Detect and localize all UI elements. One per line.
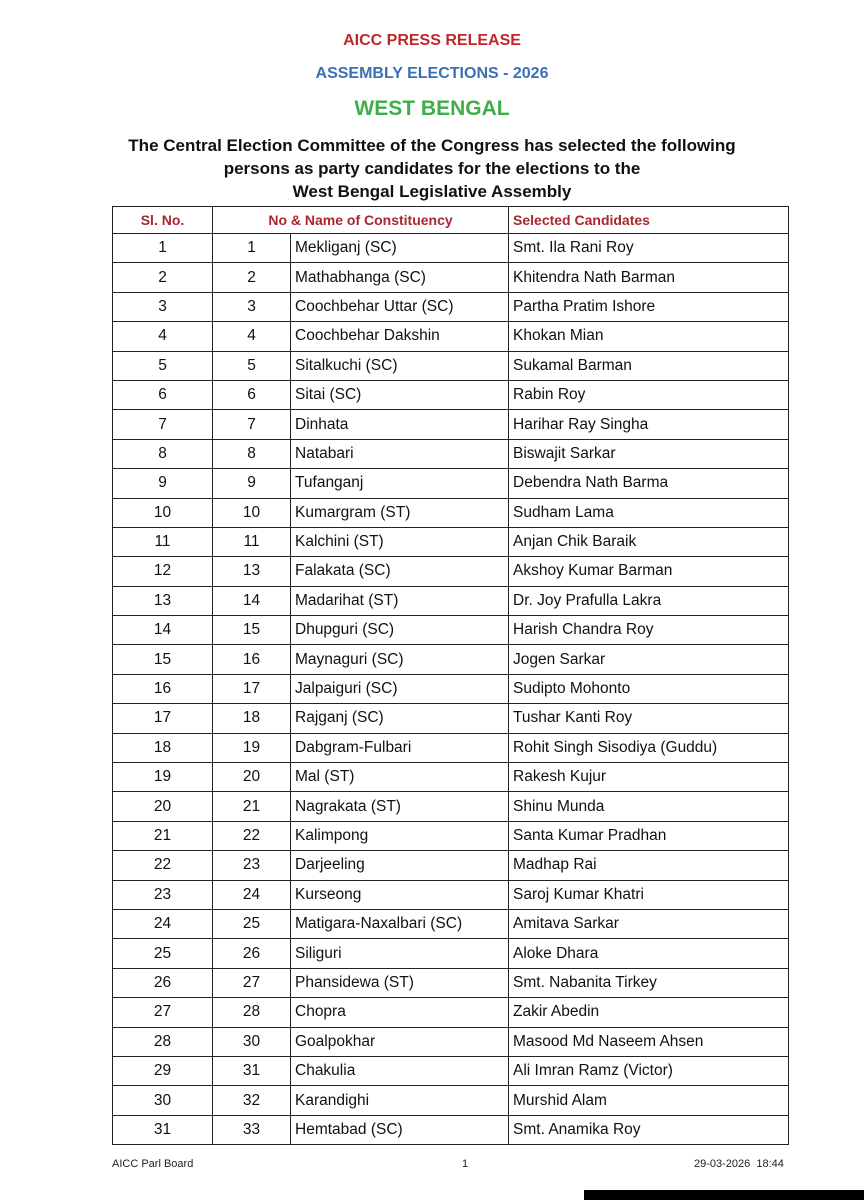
constituency-name-cell: Goalpokhar (291, 1027, 509, 1056)
constituency-number-cell: 11 (213, 527, 291, 556)
sl-no-cell: 29 (113, 1056, 213, 1085)
sl-no-cell: 11 (113, 527, 213, 556)
constituency-number-cell: 33 (213, 1115, 291, 1144)
footer-page-number: 1 (462, 1158, 469, 1170)
constituency-name-cell: Chakulia (291, 1056, 509, 1085)
table-row (113, 1027, 789, 1056)
constituency-name-cell: Madarihat (ST) (291, 586, 509, 615)
constituency-number-cell: 20 (213, 763, 291, 792)
sl-no-cell: 30 (113, 1086, 213, 1115)
header-sl-no: Sl. No. (113, 207, 213, 234)
candidate-name-cell: Smt. Anamika Roy (509, 1115, 789, 1144)
header-constituency: No & Name of Constituency (213, 207, 509, 234)
constituency-name-cell: Mal (ST) (291, 763, 509, 792)
candidate-name-cell: Madhap Rai (509, 851, 789, 880)
sl-no-cell: 9 (113, 469, 213, 498)
constituency-name-cell: Matigara-Naxalbari (SC) (291, 909, 509, 938)
table-row (113, 380, 789, 409)
table-row (113, 527, 789, 556)
table-row (113, 968, 789, 997)
candidate-name-cell: Saroj Kumar Khatri (509, 880, 789, 909)
candidate-name-cell: Amitava Sarkar (509, 909, 789, 938)
constituency-number-cell: 19 (213, 733, 291, 762)
footer-datetime: 29-03-2026 18:44 (694, 1158, 784, 1170)
constituency-number-cell: 28 (213, 998, 291, 1027)
candidate-name-cell: Ali Imran Ramz (Victor) (509, 1056, 789, 1085)
constituency-number-cell: 8 (213, 439, 291, 468)
constituency-name-cell: Kalchini (ST) (291, 527, 509, 556)
constituency-number-cell: 32 (213, 1086, 291, 1115)
table-row (113, 292, 789, 321)
sl-no-cell: 5 (113, 351, 213, 380)
constituency-name-cell: Hemtabad (SC) (291, 1115, 509, 1144)
constituency-number-cell: 6 (213, 380, 291, 409)
constituency-number-cell: 16 (213, 645, 291, 674)
sl-no-cell: 27 (113, 998, 213, 1027)
black-bar (584, 1190, 864, 1200)
table-row (113, 939, 789, 968)
constituency-name-cell: Falakata (SC) (291, 557, 509, 586)
table-row (113, 439, 789, 468)
sl-no-cell: 31 (113, 1115, 213, 1144)
sl-no-cell: 26 (113, 968, 213, 997)
sl-no-cell: 13 (113, 586, 213, 615)
sl-no-cell: 2 (113, 263, 213, 292)
candidate-name-cell: Zakir Abedin (509, 998, 789, 1027)
table-row (113, 998, 789, 1027)
constituency-number-cell: 5 (213, 351, 291, 380)
sl-no-cell: 28 (113, 1027, 213, 1056)
sl-no-cell: 1 (113, 234, 213, 263)
constituency-number-cell: 31 (213, 1056, 291, 1085)
constituency-name-cell: Dhupguri (SC) (291, 616, 509, 645)
table-header-row (113, 207, 789, 234)
candidate-name-cell: Dr. Joy Prafulla Lakra (509, 586, 789, 615)
table-row (113, 1115, 789, 1144)
constituency-number-cell: 23 (213, 851, 291, 880)
sl-no-cell: 24 (113, 909, 213, 938)
constituency-name-cell: Mathabhanga (SC) (291, 263, 509, 292)
footer-board: AICC Parl Board (112, 1158, 194, 1170)
constituency-name-cell: Karandighi (291, 1086, 509, 1115)
constituency-name-cell: Chopra (291, 998, 509, 1027)
candidate-name-cell: Smt. Nabanita Tirkey (509, 968, 789, 997)
table-row (113, 821, 789, 850)
candidate-name-cell: Harihar Ray Singha (509, 410, 789, 439)
table-row (113, 322, 789, 351)
intro-paragraph (60, 134, 804, 203)
constituency-number-cell: 17 (213, 674, 291, 703)
constituency-number-cell: 25 (213, 909, 291, 938)
constituency-number-cell: 14 (213, 586, 291, 615)
constituency-number-cell: 9 (213, 469, 291, 498)
table-row (113, 351, 789, 380)
table-row (113, 645, 789, 674)
table-body (113, 234, 789, 1145)
sl-no-cell: 19 (113, 763, 213, 792)
sl-no-cell: 22 (113, 851, 213, 880)
candidate-name-cell: Aloke Dhara (509, 939, 789, 968)
constituency-number-cell: 4 (213, 322, 291, 351)
constituency-number-cell: 24 (213, 880, 291, 909)
constituency-name-cell: Jalpaiguri (SC) (291, 674, 509, 703)
table-row (113, 674, 789, 703)
candidate-name-cell: Shinu Munda (509, 792, 789, 821)
table-row (113, 763, 789, 792)
candidate-name-cell: Sudham Lama (509, 498, 789, 527)
constituency-number-cell: 18 (213, 704, 291, 733)
constituency-number-cell: 7 (213, 410, 291, 439)
constituency-number-cell: 26 (213, 939, 291, 968)
table-row (113, 616, 789, 645)
constituency-number-cell: 1 (213, 234, 291, 263)
candidate-name-cell: Harish Chandra Roy (509, 616, 789, 645)
constituency-name-cell: Coochbehar Uttar (SC) (291, 292, 509, 321)
candidate-name-cell: Khokan Mian (509, 322, 789, 351)
table-row (113, 880, 789, 909)
constituency-name-cell: Natabari (291, 439, 509, 468)
constituency-name-cell: Dinhata (291, 410, 509, 439)
constituency-name-cell: Phansidewa (ST) (291, 968, 509, 997)
constituency-name-cell: Rajganj (SC) (291, 704, 509, 733)
candidate-name-cell: Partha Pratim Ishore (509, 292, 789, 321)
candidate-name-cell: Sukamal Barman (509, 351, 789, 380)
candidate-name-cell: Biswajit Sarkar (509, 439, 789, 468)
sl-no-cell: 7 (113, 410, 213, 439)
constituency-number-cell: 22 (213, 821, 291, 850)
table-row (113, 851, 789, 880)
table-row (113, 410, 789, 439)
candidate-name-cell: Santa Kumar Pradhan (509, 821, 789, 850)
sl-no-cell: 18 (113, 733, 213, 762)
sl-no-cell: 10 (113, 498, 213, 527)
table-row (113, 909, 789, 938)
press-release-title: AICC PRESS RELEASE (343, 32, 521, 49)
constituency-name-cell: Kurseong (291, 880, 509, 909)
candidate-name-cell: Sudipto Mohonto (509, 674, 789, 703)
table-row (113, 704, 789, 733)
header-candidate: Selected Candidates (509, 207, 789, 234)
table-row (113, 586, 789, 615)
sl-no-cell: 15 (113, 645, 213, 674)
intro-line-2: persons as party candidates for the elections to the (223, 159, 641, 178)
candidate-name-cell: Masood Md Naseem Ahsen (509, 1027, 789, 1056)
candidate-name-cell: Rakesh Kujur (509, 763, 789, 792)
candidate-name-cell: Jogen Sarkar (509, 645, 789, 674)
table-row (113, 557, 789, 586)
candidate-name-cell: Rabin Roy (509, 380, 789, 409)
constituency-name-cell: Nagrakata (ST) (291, 792, 509, 821)
constituency-name-cell: Dabgram-Fulbari (291, 733, 509, 762)
candidates-table (112, 206, 789, 1145)
constituency-name-cell: Kalimpong (291, 821, 509, 850)
election-title: ASSEMBLY ELECTIONS - 2026 (315, 65, 549, 82)
candidate-name-cell: Anjan Chik Baraik (509, 527, 789, 556)
sl-no-cell: 3 (113, 292, 213, 321)
constituency-number-cell: 30 (213, 1027, 291, 1056)
constituency-name-cell: Tufanganj (291, 469, 509, 498)
constituency-number-cell: 13 (213, 557, 291, 586)
table-row (113, 469, 789, 498)
constituency-name-cell: Maynaguri (SC) (291, 645, 509, 674)
constituency-name-cell: Darjeeling (291, 851, 509, 880)
sl-no-cell: 17 (113, 704, 213, 733)
constituency-name-cell: Coochbehar Dakshin (291, 322, 509, 351)
table-row (113, 498, 789, 527)
constituency-number-cell: 15 (213, 616, 291, 645)
constituency-name-cell: Kumargram (ST) (291, 498, 509, 527)
table-row (113, 792, 789, 821)
table-row (113, 263, 789, 292)
state-title: WEST BENGAL (354, 97, 510, 120)
constituency-name-cell: Sitalkuchi (SC) (291, 351, 509, 380)
constituency-number-cell: 21 (213, 792, 291, 821)
constituency-number-cell: 2 (213, 263, 291, 292)
sl-no-cell: 6 (113, 380, 213, 409)
sl-no-cell: 21 (113, 821, 213, 850)
intro-line-1: The Central Election Committee of the Congress has selected the following (128, 136, 736, 155)
candidate-name-cell: Debendra Nath Barma (509, 469, 789, 498)
constituency-name-cell: Mekliganj (SC) (291, 234, 509, 263)
constituency-name-cell: Sitai (SC) (291, 380, 509, 409)
sl-no-cell: 23 (113, 880, 213, 909)
candidate-name-cell: Murshid Alam (509, 1086, 789, 1115)
table-row (113, 1056, 789, 1085)
table-row (113, 234, 789, 263)
sl-no-cell: 20 (113, 792, 213, 821)
sl-no-cell: 14 (113, 616, 213, 645)
candidate-name-cell: Rohit Singh Sisodiya (Guddu) (509, 733, 789, 762)
intro-line-3: West Bengal Legislative Assembly (292, 182, 572, 201)
sl-no-cell: 16 (113, 674, 213, 703)
sl-no-cell: 8 (113, 439, 213, 468)
candidate-name-cell: Smt. Ila Rani Roy (509, 234, 789, 263)
candidate-name-cell: Khitendra Nath Barman (509, 263, 789, 292)
constituency-name-cell: Siliguri (291, 939, 509, 968)
sl-no-cell: 25 (113, 939, 213, 968)
candidate-name-cell: Tushar Kanti Roy (509, 704, 789, 733)
constituency-number-cell: 27 (213, 968, 291, 997)
table-row (113, 1086, 789, 1115)
constituency-number-cell: 10 (213, 498, 291, 527)
sl-no-cell: 12 (113, 557, 213, 586)
candidate-name-cell: Akshoy Kumar Barman (509, 557, 789, 586)
sl-no-cell: 4 (113, 322, 213, 351)
table-row (113, 733, 789, 762)
constituency-number-cell: 3 (213, 292, 291, 321)
